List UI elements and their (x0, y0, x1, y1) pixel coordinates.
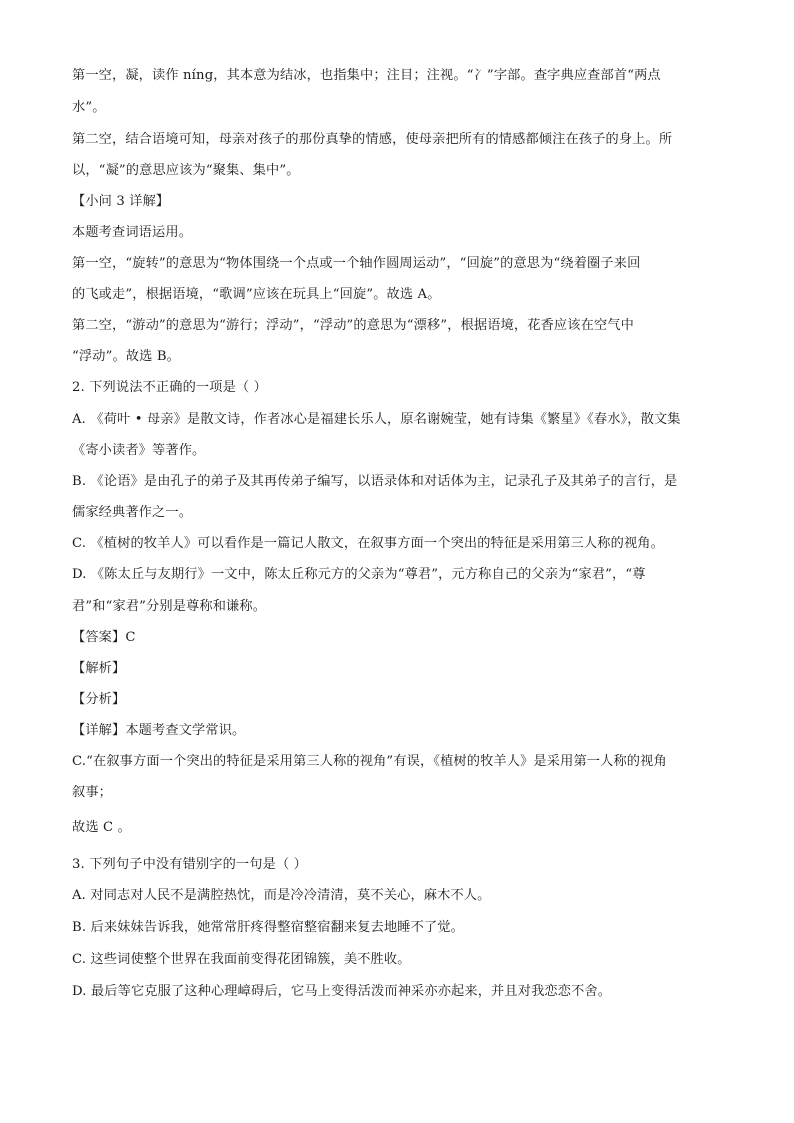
question-2-option-d-cont: 君”和“家君”分别是尊称和谦称。 (72, 599, 267, 614)
question-2-option-d: D. 《陈太丘与友期行》一文中，陈太丘称元方的父亲为“尊君”，元方称自己的父亲为“家君”，“尊 (72, 567, 646, 582)
question-2-option-b: B. 《论语》是由孔子的弟子及其再传弟子编写，以语录体和对话体为主，记录孔子及其弟子的言行，是 (72, 474, 678, 489)
detail-text: C.“在叙事方面一个突出的特征是采用第三人称的视角”有误，《植树的牧羊人》是采用第一人称的视角 (72, 754, 667, 769)
question-2-option-a: A. 《荷叶 • 母亲》是散文诗，作者冰心是福建长乐人，原名谢婉莹，她有诗集《繁星》《春水》，散文集 (72, 412, 681, 427)
question-3-option-b: B. 后来妹妹告诉我，她常常肝疼得整宿整宿翻来复去地睡不了觉。 (72, 920, 464, 935)
text-line-9: 第二空，“游动”的意思为“游行；浮动”，“浮动”的意思为“漂移”，根据语境，花香应该在空气中 (72, 318, 634, 333)
answer-label: 【答案】C (72, 630, 136, 645)
text-line-2: 水”。 (72, 100, 106, 115)
text-line-4: 以，“凝”的意思应该为“聚集、集中”。 (72, 163, 300, 178)
text-line-10: “浮动”。故选 B。 (72, 349, 180, 364)
text-line-1: 第一空，凝，读作 níng，其本意为结冰，也指集中；注目；注视。“冫”字部。查字典应查部首“两点 (72, 68, 661, 83)
question-2-option-a-cont: 《寄小读者》等著作。 (72, 443, 206, 458)
question-2-option-b-cont: 儒家经典著作之一。 (72, 505, 193, 520)
analysis-label: 【解析】 (72, 661, 126, 676)
question-2-option-c: C. 《植树的牧羊人》可以看作是一篇记人散文，在叙事方面一个突出的特征是采用第三人称的视角。 (72, 536, 664, 551)
detail-label: 【详解】本题考查文学常识。 (72, 723, 246, 738)
conclusion-text: 故选 C 。 (72, 820, 131, 835)
text-line-6: 本题考查词语运用。 (72, 225, 193, 240)
text-line-8: 的飞或走”，根据语境，“歌调”应该在玩具上“回旋”。故选 A。 (72, 287, 441, 302)
detail-text-cont: 叙事； (72, 785, 113, 800)
question-2-stem: 2. 下列说法不正确的一项是（ ） (72, 380, 267, 395)
text-line-3: 第二空，结合语境可知，母亲对孩子的那份真挚的情感，使母亲把所有的情感都倾注在孩子的身上。所 (72, 132, 673, 147)
question-3-option-c: C. 这些词使整个世界在我面前变得花团锦簇，美不胜收。 (72, 952, 411, 967)
question-3-option-d: D. 最后等它克服了这种心理嶂碍后，它马上变得活泼而神采亦亦起来，并且对我恋恋不舍。 (72, 984, 612, 999)
text-line-7: 第一空，“旋转”的意思为“物体围绕一个点或一个轴作圆周运动”，“回旋”的意思为“绕着圈子来回 (72, 256, 641, 271)
section-heading-q3: 【小问 3 详解】 (72, 194, 170, 209)
analysis-sub-label: 【分析】 (72, 692, 126, 707)
question-3-stem: 3. 下列句子中没有错别字的一句是（ ） (72, 857, 307, 872)
question-3-option-a: A. 对同志对人民不是满腔热忱，而是冷冷清清，莫不关心，麻木不人。 (72, 888, 491, 903)
